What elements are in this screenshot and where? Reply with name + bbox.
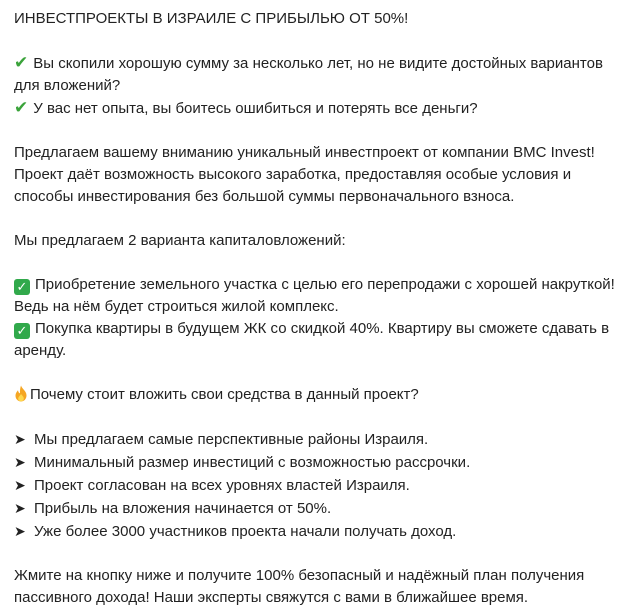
reason-item: ➤ Уже более 3000 участников проекта начали получать доход. bbox=[14, 520, 625, 543]
reason-item: ➤ Мы предлагаем самые перспективные районы Израиля. bbox=[14, 428, 625, 451]
question-item: ✔ У вас нет опыта, вы боитесь ошибиться и потерять все деньги? bbox=[14, 98, 478, 117]
variants-heading: Мы предлагаем 2 варианта капиталовложений: bbox=[14, 232, 346, 249]
variant-item: ✓ Приобретение земельного участка с целью его перепродажи с хорошей накруткой! Ведь на нём будет строиться жилой комплекс. bbox=[14, 276, 615, 315]
check-box-icon: ✓ bbox=[14, 279, 30, 295]
post-title: ИНВЕСТПРОЕКТЫ В ИЗРАИЛЕ С ПРИБЫЛЬЮ ОТ 50%! bbox=[14, 10, 409, 27]
arrow-right-icon: ➤ bbox=[14, 454, 26, 470]
arrow-right-icon: ➤ bbox=[14, 500, 26, 516]
variant-item: ✓ Покупка квартиры в будущем ЖК со скидкой 40%. Квартиру вы сможете сдавать в аренду. bbox=[14, 320, 610, 359]
reason-item: ➤ Минимальный размер инвестиций с возможностью рассрочки. bbox=[14, 451, 625, 474]
reason-item: ➤ Проект согласован на всех уровнях властей Израиля. bbox=[14, 474, 625, 497]
arrow-right-icon: ➤ bbox=[14, 431, 26, 447]
check-mark-icon: ✔ bbox=[14, 98, 29, 117]
fire-icon bbox=[14, 385, 28, 402]
reason-item: ➤ Прибыль на вложения начинается от 50%. bbox=[14, 497, 625, 520]
arrow-right-icon: ➤ bbox=[14, 523, 26, 539]
check-mark-icon: ✔ bbox=[14, 53, 29, 72]
closing-paragraph: Жмите на кнопку ниже и получите 100% безопасный и надёжный план получения пассивного дохода! Наши эксперты свяжутся с вами в ближайшее время. bbox=[14, 567, 585, 606]
question-item: ✔ Вы скопили хорошую сумму за несколько лет, но не видите достойных вариантов для вложений? bbox=[14, 53, 603, 94]
check-box-icon: ✓ bbox=[14, 323, 30, 339]
arrow-right-icon: ➤ bbox=[14, 477, 26, 493]
why-heading: Почему стоит вложить свои средства в данный проект? bbox=[14, 384, 625, 406]
intro-paragraph: Предлагаем вашему вниманию уникальный инвестпроект от компании BMC Invest! Проект даёт возможность высокого заработка, предоставляя особые условия и способы инвестирования без большой суммы первоначального взноса. bbox=[14, 144, 595, 205]
